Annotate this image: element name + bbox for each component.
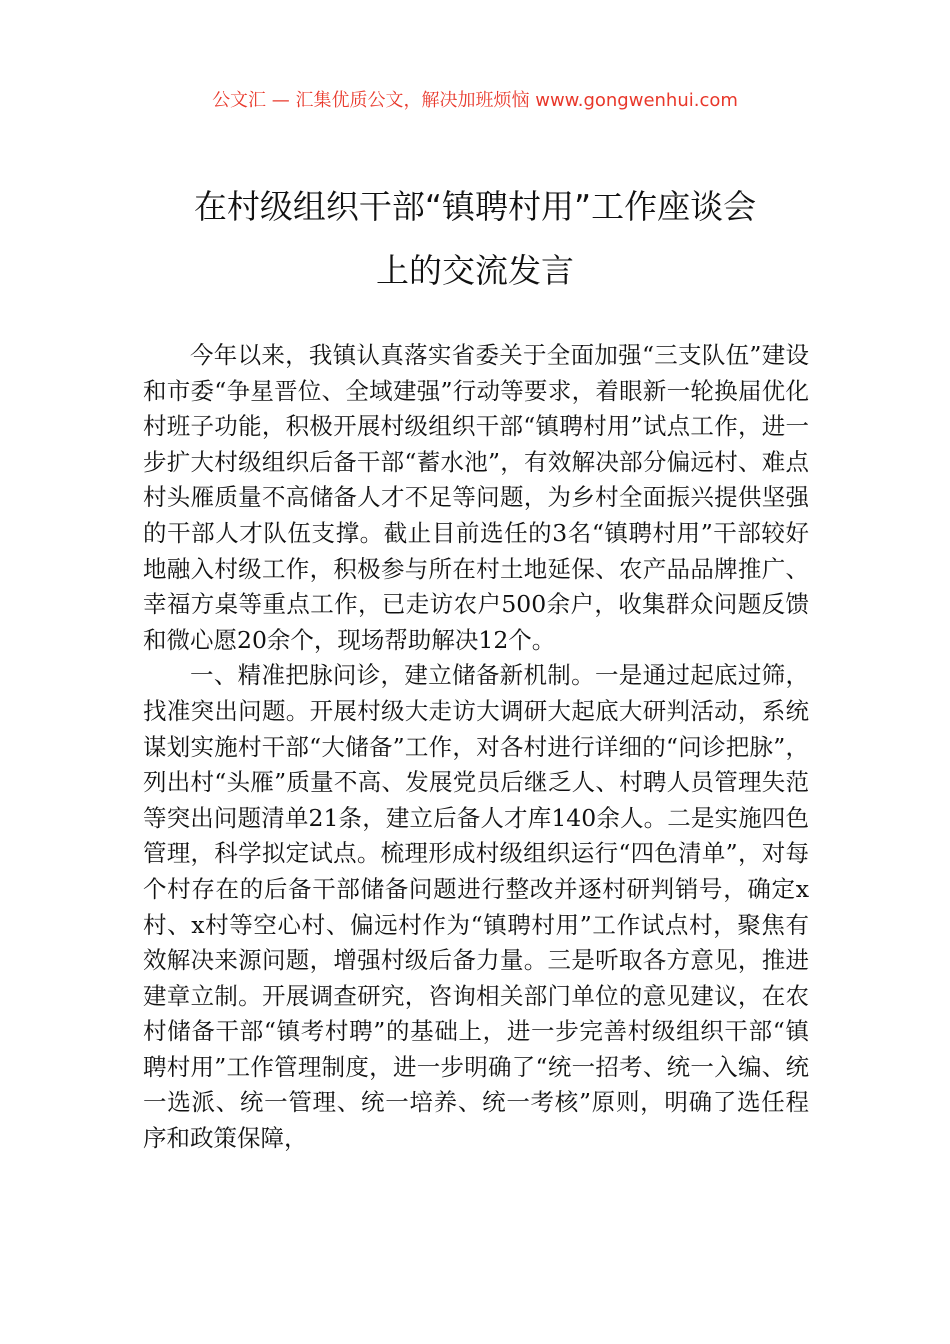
header-banner[interactable]: 公文汇 — 汇集优质公文，解决加班烦恼 www.gongwenhui.com bbox=[212, 90, 738, 111]
title-line-2: 上的交流发言 bbox=[376, 251, 574, 290]
paragraph-intro: 今年以来，我镇认真落实省委关于全面加强“三支队伍”建设和市委“争星晋位、全域建强”行动等要求，着眼新一轮换届优化村班子功能，积极开展村级组织干部“镇聘村用”试点工作，进一步扩大村级组织后备干部“蓄水池”，有效解决部分偏远村、难点村头雁质量不高储备人才不足等问题，为乡村全面振兴提供坚强的干部人才队伍支撑。截止目前选任的3名“镇聘村用”干部较好地融入村级工作，积极参与所在村土地延保、农产品品牌推广、幸福方桌等重点工作，已走访农户500余户，收集群众问题反馈和微心愿20余个，现场帮助解决12个。 bbox=[143, 341, 809, 654]
document-body bbox=[143, 338, 809, 1157]
paragraph-section-1: 一、精准把脉问诊，建立储备新机制。一是通过起底过筛，找准突出问题。开展村级大走访大调研大起底大研判活动，系统谋划实施村干部“大储备”工作，对各村进行详细的“问诊把脉”，列出村“头雁”质量不高、发展党员后继乏人、村聘人员管理失范等突出问题清单21条，建立后备人才库140余人。二是实施四色管理，科学拟定试点。梳理形成村级组织运行“四色清单”，对每个村存在的后备干部储备问题进行整改并逐村研判销号，确定x村、x村等空心村、偏远村作为“镇聘村用”工作试点村，聚焦有效解决来源问题，增强村级后备力量。三是听取各方意见，推进建章立制。开展调查研究，咨询相关部门单位的意见建议，在农村储备干部“镇考村聘”的基础上，进一步完善村级组织干部“镇聘村用”工作管理制度，进一步明确了“统一招考、统一入编、统一选派、统一管理、统一培养、统一考核”原则，明确了选任程序和政策保障， bbox=[143, 661, 809, 1153]
document-title bbox=[110, 175, 840, 303]
title-line-1: 在村级组织干部“镇聘村用”工作座谈会 bbox=[193, 187, 757, 226]
